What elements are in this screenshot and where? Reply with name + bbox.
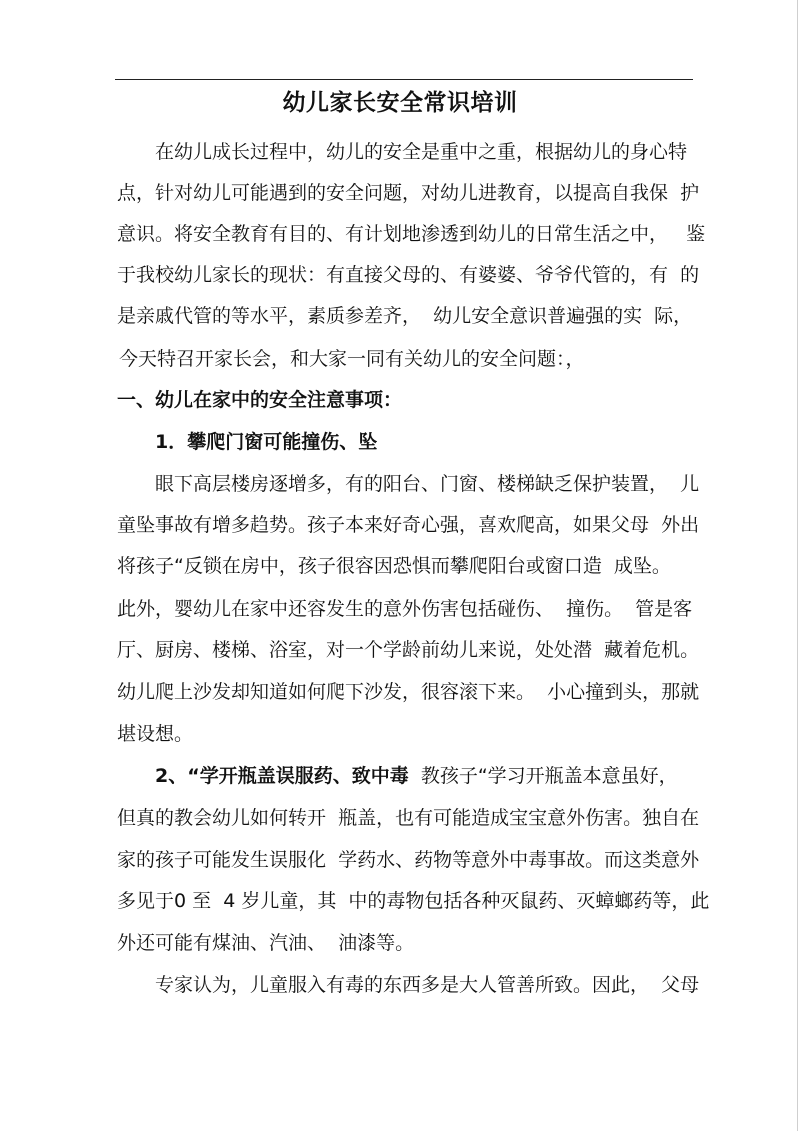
- paragraph-line: 外还可能有煤油、汽油、 油漆等。: [117, 932, 415, 954]
- paragraph-line: 童坠事故有增多趋势。孩子本来好奇心强，喜欢爬高，如果父母 外出: [117, 514, 700, 536]
- paragraph-text: 教孩子“学习开瓶盖本意虽好，: [420, 765, 678, 787]
- paragraph-line: 专家认为，儿童服入有毒的东西多是大人管善所致。因此， 父母: [155, 974, 700, 996]
- paragraph-line: 家的孩子可能发生误服化 学药水、药物等意外中毒事故。而这类意外: [117, 849, 700, 871]
- section-heading: 一、幼儿在家中的安全注意事项：: [117, 389, 403, 411]
- paragraph-line: 堪设想。: [117, 723, 194, 745]
- paragraph-line: 意识。将安全教育有目的、有计划地渗透到幼儿的日常生活之中， 鉴: [117, 223, 706, 245]
- item-heading: 1．攀爬门窗可能撞伤、坠: [155, 431, 378, 453]
- item-heading: 2、“学开瓶盖误服药、致中毒: [155, 765, 409, 787]
- paragraph-line: 点，针对幼儿可能遇到的安全问题，对幼儿进教育，以提高自我保 护: [117, 182, 700, 204]
- paragraph-line: 此外，婴幼儿在家中还容发生的意外伤害包括碰伤、 撞伤。 管是客: [117, 598, 693, 620]
- header-rule: [115, 79, 693, 80]
- paragraph-line: 厅、厨房、楼梯、浴室，对一个学龄前幼儿来说，处处潜 藏着危机。: [117, 639, 700, 661]
- paragraph-line: 于我校幼儿家长的现状：有直接父母的、有婆婆、爷爷代管的，有 的: [117, 264, 700, 286]
- paragraph-line: 但真的教会幼儿如何转开 瓶盖，也有可能造成宝宝意外伤害。独自在: [117, 807, 700, 829]
- page-edge: [797, 0, 798, 1131]
- paragraph-line: 将孩子“反锁在房中，孩子很容因恐惧而攀爬阳台或窗口造 成坠。: [117, 555, 671, 577]
- paragraph-line: 在幼儿成长过程中，幼儿的安全是重中之重，根据幼儿的身心特: [155, 141, 688, 163]
- paragraph-line: 眼下高层楼房逐增多，有的阳台、门窗、楼梯缺乏保护装置， 儿: [155, 473, 700, 495]
- paragraph-line: 今天特召开家长会，和大家一同有关幼儿的安全问题：，: [119, 348, 585, 370]
- paragraph-line: 是亲戚代管的等水平，素质参差齐， 幼儿安全意识普遍强的实 际，: [117, 305, 693, 327]
- paragraph-line-with-heading: [155, 764, 678, 788]
- document-title: 幼儿家长安全常识培训: [282, 90, 518, 116]
- paragraph-line: 幼儿爬上沙发却知道如何爬下沙发，很容滚下来。 小心撞到头，那就: [117, 681, 700, 703]
- paragraph-line: 多见于0 至 4 岁儿童，其 中的毒物包括各种灭鼠药、灭蟑螂药等，此: [117, 890, 710, 912]
